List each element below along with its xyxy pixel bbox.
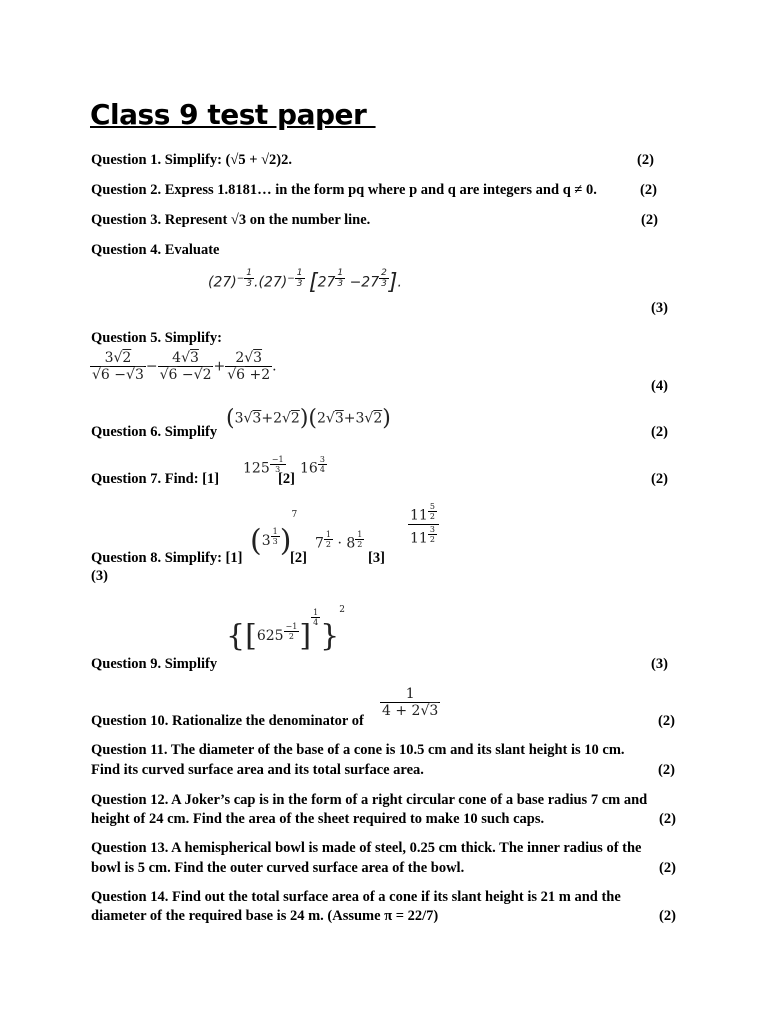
question-13-marks: (2) bbox=[659, 860, 676, 876]
question-2-marks: (2) bbox=[640, 182, 657, 198]
question-14-marks: (2) bbox=[659, 908, 676, 924]
question-8-formula-1: (3 $^{\frac{1}{3}}$ )$^7$ bbox=[250, 510, 298, 559]
question-8-formula-2: 7 $^{\frac{1}{2}}$ · 8 $^{\frac{1}{2}}$ bbox=[315, 530, 363, 552]
question-7: Question 7. Find: [1] bbox=[91, 471, 220, 487]
question-7-marks: (2) bbox=[651, 471, 668, 487]
question-8: Question 8. Simplify: [1] bbox=[91, 550, 243, 566]
question-4-marks: (3) bbox=[651, 300, 668, 316]
question-11-marks: (2) bbox=[658, 762, 675, 778]
question-12-line-1: Question 12. A Joker’s cap is in the form of a right circular cone of a base radius 7 cm and bbox=[91, 792, 648, 808]
question-7-formula-2: 16 $^{\frac{3}{4}}$ bbox=[300, 455, 325, 477]
question-13-line-2: bowl is 5 cm. Find the outer curved surface area of the bowl. bbox=[91, 860, 465, 876]
question-11-line-1: Question 11. The diameter of the base of a cone is 10.5 cm and its slant height is 10 cm. bbox=[91, 742, 625, 758]
question-10-formula: $\frac{1}{4 + 2√3}$ bbox=[382, 686, 439, 719]
question-9-formula: {[625 $^{\frac{-1}{2}}$ ] $^{\frac{1}{4}}$ }$^2$ bbox=[226, 605, 345, 654]
question-8-label-3: [3] bbox=[368, 550, 385, 566]
question-14-line-2: diameter of the required base is 24 m. (Assume π = 22/7) bbox=[91, 908, 439, 924]
question-4: Question 4. Evaluate bbox=[91, 242, 220, 258]
question-9-marks: (3) bbox=[651, 656, 668, 672]
question-6-formula: (3√3+2√2)(2√3+3√2) bbox=[226, 406, 391, 431]
question-6: Question 6. Simplify bbox=[91, 424, 218, 440]
question-4-formula: $(27)^{- \frac{1}{3}}$ $.(27)^{- \frac{1}{3}}$ [27 $^{\frac{1}{3}}$ −27 $^{\frac{2}{3}}$ ]. bbox=[208, 268, 402, 296]
question-5-marks: (4) bbox=[651, 378, 668, 394]
question-14-line-1: Question 14. Find out the total surface area of a cone if its slant height is 21 m and the bbox=[91, 889, 621, 905]
question-3-marks: (2) bbox=[641, 212, 658, 228]
question-8-label-2: [2] bbox=[290, 550, 307, 566]
question-6-marks: (2) bbox=[651, 424, 668, 440]
question-7-formula-1: 125 $^{\frac{-1}{3}}$ bbox=[243, 455, 284, 477]
question-5: Question 5. Simplify: bbox=[91, 330, 222, 346]
question-12-line-2: height of 24 cm. Find the area of the sheet required to make 10 such caps. bbox=[91, 811, 545, 827]
question-8-formula-3: 11 $^{\frac{5}{2}}$ 11 $^{\frac{3}{2}}$ bbox=[408, 502, 439, 546]
question-12-marks: (2) bbox=[659, 811, 676, 827]
page-title: Class 9 test paper bbox=[90, 98, 376, 131]
question-1: Question 1. Simplify: (√5 + √2)2. bbox=[91, 152, 293, 168]
question-11-line-2: Find its curved surface area and its total surface area. bbox=[91, 762, 424, 778]
question-9: Question 9. Simplify bbox=[91, 656, 218, 672]
question-13-line-1: Question 13. A hemispherical bowl is made of steel, 0.25 cm thick. The inner radius of the bbox=[91, 840, 642, 856]
question-10-marks: (2) bbox=[658, 713, 675, 729]
question-10: Question 10. Rationalize the denominator of bbox=[91, 713, 364, 729]
question-5-formula: $\frac{3√2}{√6 -√3}$ − $\frac{4√3}{√6 -√2}$ + $\frac{2√3}{√6 +2}$ . bbox=[92, 350, 277, 383]
question-1-marks: (2) bbox=[637, 152, 654, 168]
question-3: Question 3. Represent √3 on the number line. bbox=[91, 212, 371, 228]
question-2: Question 2. Express 1.8181… in the form pq where p and q are integers and q ≠ 0. bbox=[91, 182, 597, 198]
question-7-label-2: [2] bbox=[278, 471, 295, 487]
question-8-marks: (3) bbox=[91, 568, 108, 584]
